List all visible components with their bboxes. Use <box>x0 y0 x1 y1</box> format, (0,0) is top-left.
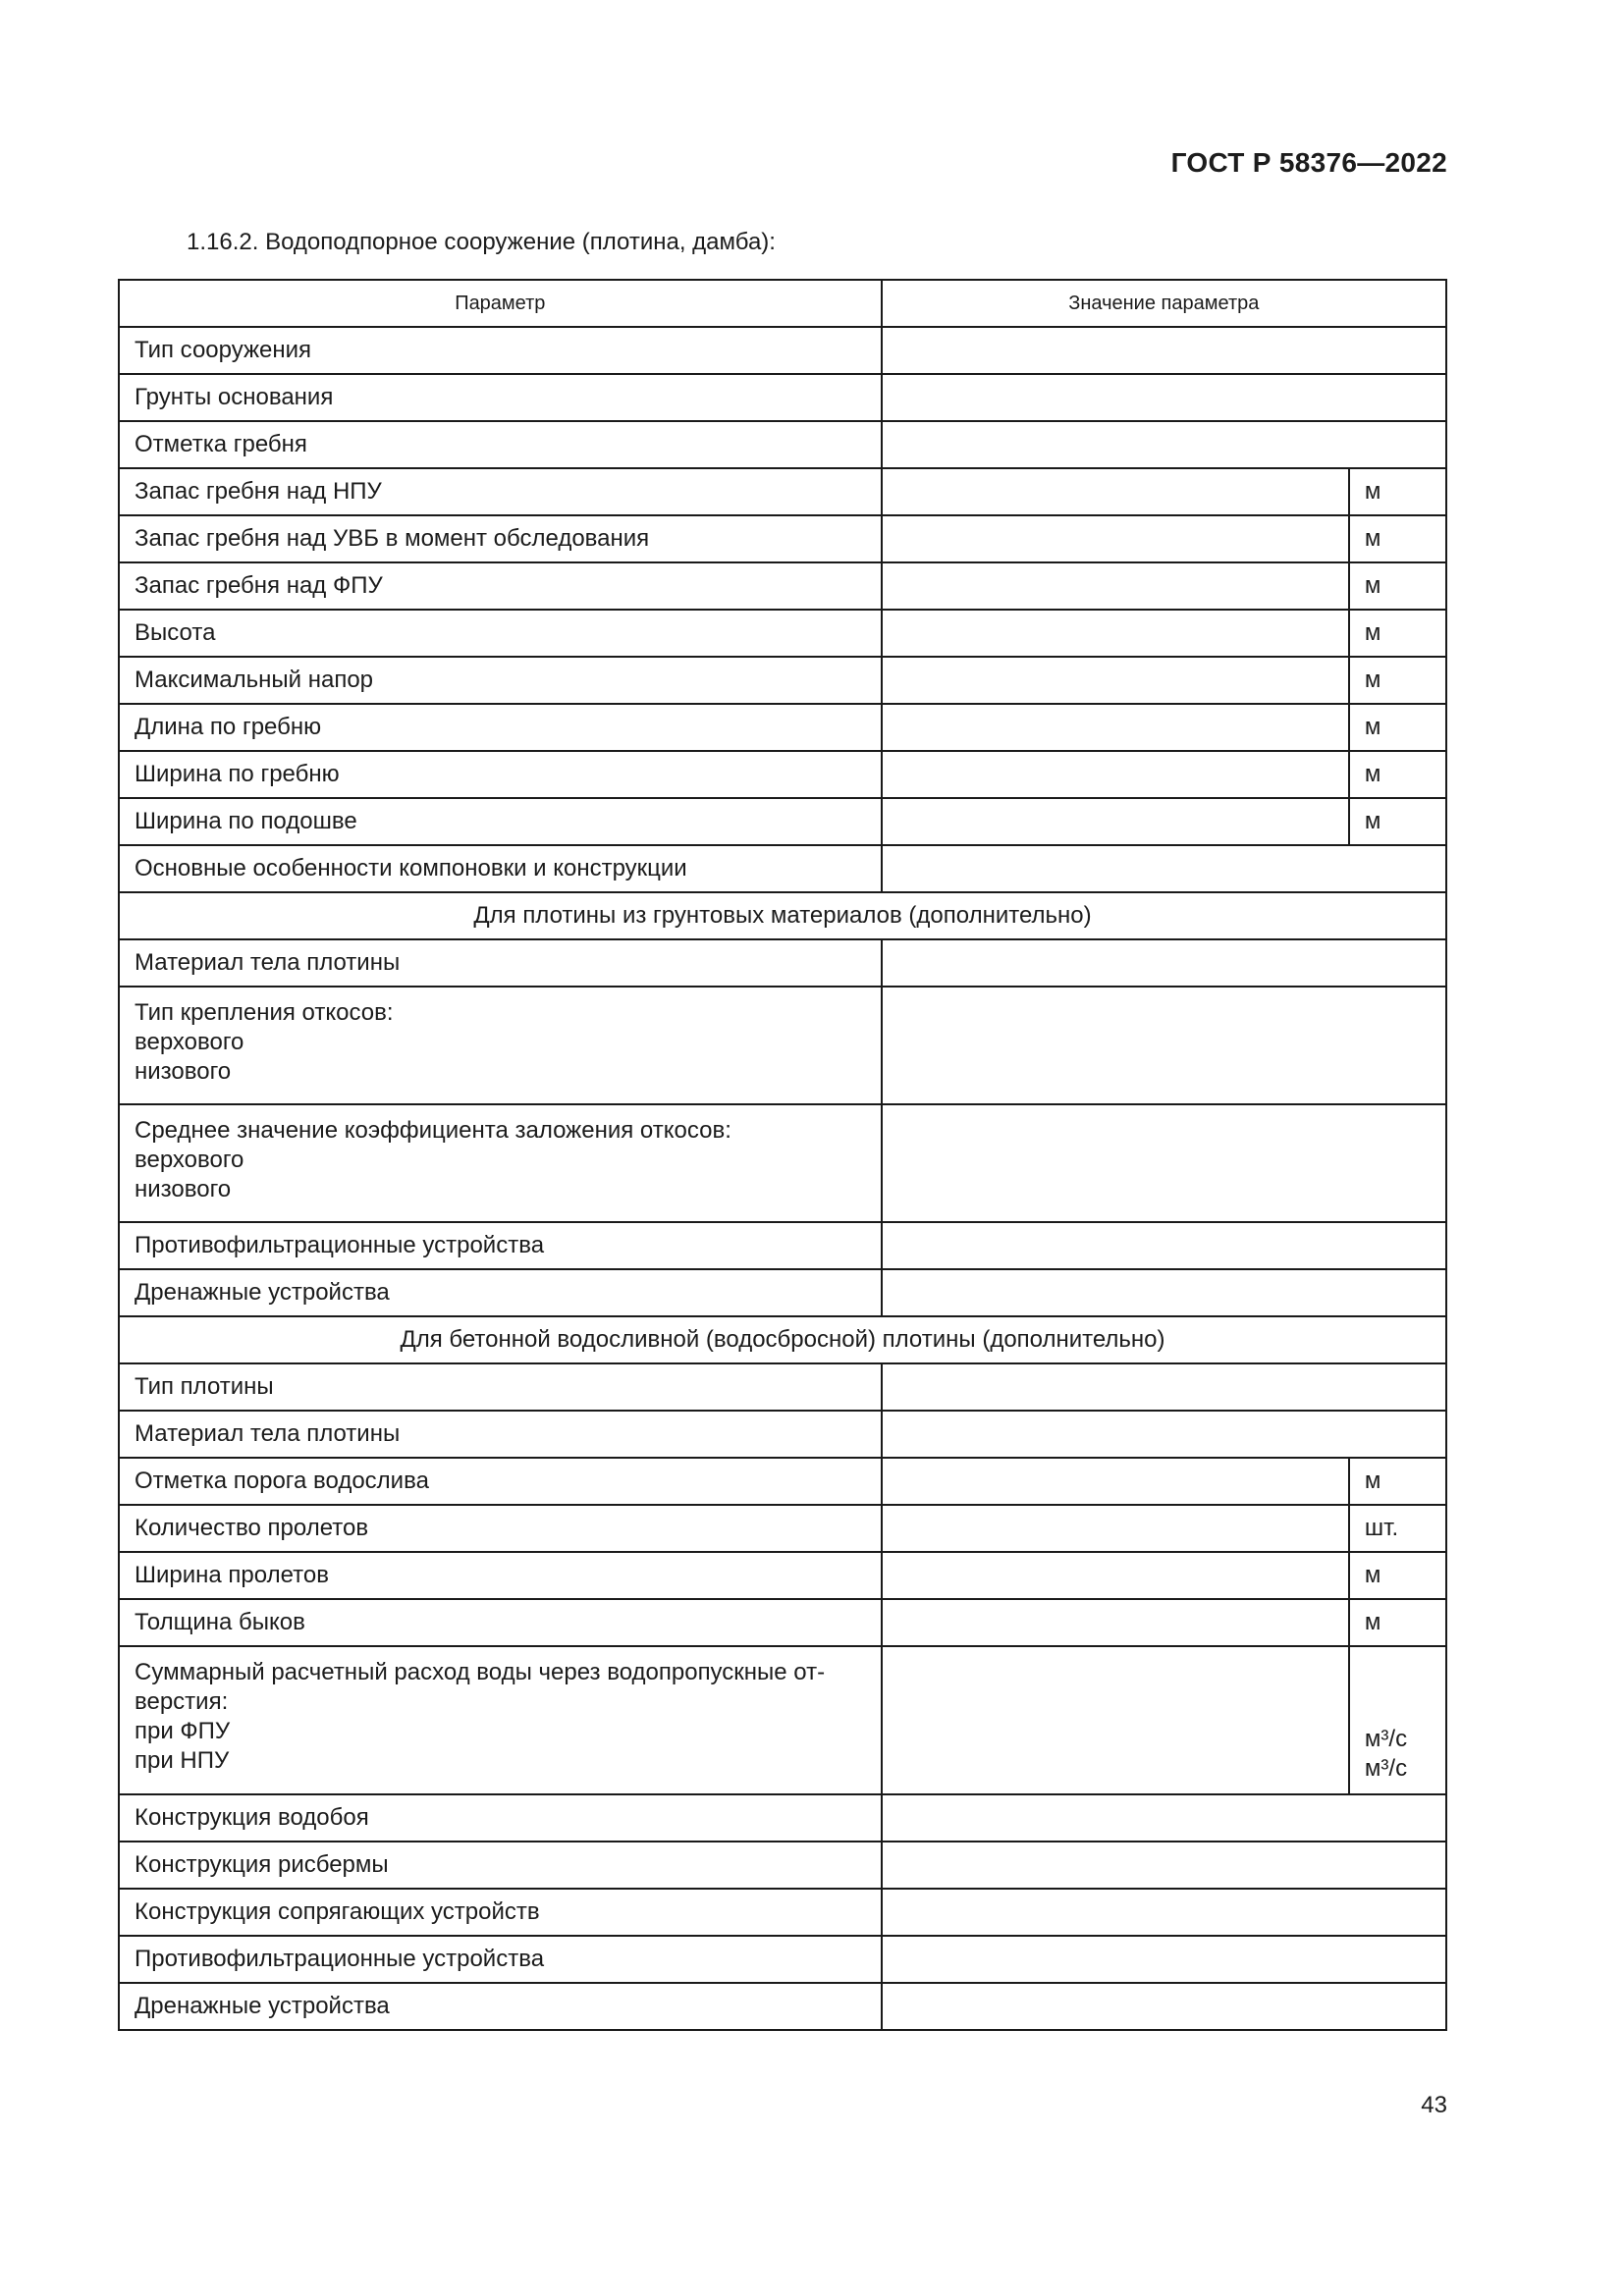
parameter-name: Запас гребня над НПУ <box>119 468 882 515</box>
parameter-value-cell <box>882 562 1349 610</box>
parameter-name: Противофильтрационные устройства <box>119 1222 882 1269</box>
page-number: 43 <box>1421 2092 1447 2118</box>
table-row <box>119 1646 1446 1794</box>
parameter-value-cell <box>882 1458 1349 1505</box>
parameter-value-cell <box>882 1222 1446 1269</box>
table-row <box>119 987 1446 1104</box>
parameter-value-cell <box>882 1363 1446 1411</box>
unit-label: м³/с <box>1364 1726 1408 1752</box>
table-row <box>119 1599 1446 1646</box>
table-row <box>119 327 1446 374</box>
unit-label: м³/с <box>1364 1755 1408 1782</box>
parameter-value-cell <box>882 704 1349 751</box>
parameter-name: Конструкция сопрягающих устройств <box>119 1889 882 1936</box>
unit-cell: м <box>1349 1552 1446 1599</box>
parameter-name: Основные особенности компоновки и конструкции <box>119 845 882 892</box>
table-row <box>119 515 1446 562</box>
unit-cell: м <box>1349 657 1446 704</box>
parameter-name: Суммарный расчетный расход воды через водопропускные от- верстия: при ФПУ при НПУ <box>119 1646 882 1794</box>
parameter-name: Ширина по гребню <box>119 751 882 798</box>
header-parameter: Параметр <box>119 280 882 327</box>
parameter-value-cell <box>882 1794 1446 1842</box>
unit-cell <box>1349 1646 1446 1794</box>
table-row <box>119 657 1446 704</box>
table-row <box>119 845 1446 892</box>
table-row <box>119 798 1446 845</box>
parameter-name: Грунты основания <box>119 374 882 421</box>
table-row <box>119 939 1446 987</box>
table-row <box>119 704 1446 751</box>
section-heading: Для плотины из грунтовых материалов (дополнительно) <box>119 892 1446 939</box>
parameter-name: Тип сооружения <box>119 327 882 374</box>
table-row <box>119 1842 1446 1889</box>
table-row <box>119 1411 1446 1458</box>
table-row <box>119 1983 1446 2030</box>
parameter-value-cell <box>882 1104 1446 1222</box>
table-row <box>119 1936 1446 1983</box>
parameter-name: Запас гребня над ФПУ <box>119 562 882 610</box>
table-row <box>119 468 1446 515</box>
parameter-name: Среднее значение коэффициента заложения откосов: верхового низового <box>119 1104 882 1222</box>
parameter-name: Тип крепления откосов: верхового низового <box>119 987 882 1104</box>
parameter-name: Конструкция водобоя <box>119 1794 882 1842</box>
parameter-value-cell <box>882 1889 1446 1936</box>
header-value: Значение параметра <box>882 280 1446 327</box>
parameter-name: Количество пролетов <box>119 1505 882 1552</box>
parameter-name: Ширина по подошве <box>119 798 882 845</box>
parameter-name: Отметка гребня <box>119 421 882 468</box>
parameter-name: Дренажные устройства <box>119 1983 882 2030</box>
parameters-table-body <box>119 280 1446 2030</box>
table-row <box>119 1552 1446 1599</box>
parameter-name: Материал тела плотины <box>119 1411 882 1458</box>
table-row <box>119 421 1446 468</box>
unit-cell: м <box>1349 468 1446 515</box>
parameter-name: Максимальный напор <box>119 657 882 704</box>
table-row <box>119 751 1446 798</box>
document-code: ГОСТ Р 58376—2022 <box>1170 147 1447 178</box>
parameter-value-cell <box>882 374 1446 421</box>
table-row <box>119 1363 1446 1411</box>
parameter-value-cell <box>882 657 1349 704</box>
unit-cell: м <box>1349 515 1446 562</box>
unit-cell: м <box>1349 798 1446 845</box>
unit-cell: м <box>1349 562 1446 610</box>
parameter-value-cell <box>882 987 1446 1104</box>
parameter-value-cell <box>882 939 1446 987</box>
parameter-value-cell <box>882 845 1446 892</box>
parameter-value-cell <box>882 1505 1349 1552</box>
parameter-value-cell <box>882 1269 1446 1316</box>
parameter-value-cell <box>882 798 1349 845</box>
parameter-value-cell <box>882 1599 1349 1646</box>
parameter-value-cell <box>882 1646 1349 1794</box>
unit-cell: м <box>1349 610 1446 657</box>
parameter-name: Толщина быков <box>119 1599 882 1646</box>
section-heading-row <box>119 1316 1446 1363</box>
unit-cell: м <box>1349 751 1446 798</box>
parameter-value-cell <box>882 421 1446 468</box>
table-row <box>119 1458 1446 1505</box>
unit-cell: м <box>1349 704 1446 751</box>
parameter-value-cell <box>882 1411 1446 1458</box>
parameter-name: Конструкция рисбермы <box>119 1842 882 1889</box>
table-row <box>119 1505 1446 1552</box>
section-heading: Для бетонной водосливной (водосбросной) плотины (дополнительно) <box>119 1316 1446 1363</box>
parameter-value-cell <box>882 1842 1446 1889</box>
table-row <box>119 1269 1446 1316</box>
table-header-row <box>119 280 1446 327</box>
table-row <box>119 1889 1446 1936</box>
parameter-value-cell <box>882 468 1349 515</box>
parameter-name: Отметка порога водослива <box>119 1458 882 1505</box>
parameter-value-cell <box>882 1552 1349 1599</box>
parameter-value-cell <box>882 751 1349 798</box>
parameter-name: Ширина пролетов <box>119 1552 882 1599</box>
unit-cell: шт. <box>1349 1505 1446 1552</box>
table-row <box>119 562 1446 610</box>
table-row <box>119 374 1446 421</box>
parameter-name: Дренажные устройства <box>119 1269 882 1316</box>
table-row <box>119 1104 1446 1222</box>
table-row <box>119 610 1446 657</box>
table-row <box>119 1222 1446 1269</box>
parameter-value-cell <box>882 1983 1446 2030</box>
section-caption: 1.16.2. Водоподпорное сооружение (плотина, дамба): <box>187 229 776 255</box>
parameter-name: Материал тела плотины <box>119 939 882 987</box>
parameter-name: Длина по гребню <box>119 704 882 751</box>
parameter-name: Тип плотины <box>119 1363 882 1411</box>
parameter-value-cell <box>882 327 1446 374</box>
parameter-value-cell <box>882 1936 1446 1983</box>
parameter-name: Запас гребня над УВБ в момент обследования <box>119 515 882 562</box>
section-heading-row <box>119 892 1446 939</box>
parameter-value-cell <box>882 515 1349 562</box>
unit-cell: м <box>1349 1599 1446 1646</box>
parameter-name: Высота <box>119 610 882 657</box>
parameters-table <box>118 279 1447 2031</box>
parameter-value-cell <box>882 610 1349 657</box>
table-row <box>119 1794 1446 1842</box>
unit-cell: м <box>1349 1458 1446 1505</box>
parameter-name: Противофильтрационные устройства <box>119 1936 882 1983</box>
